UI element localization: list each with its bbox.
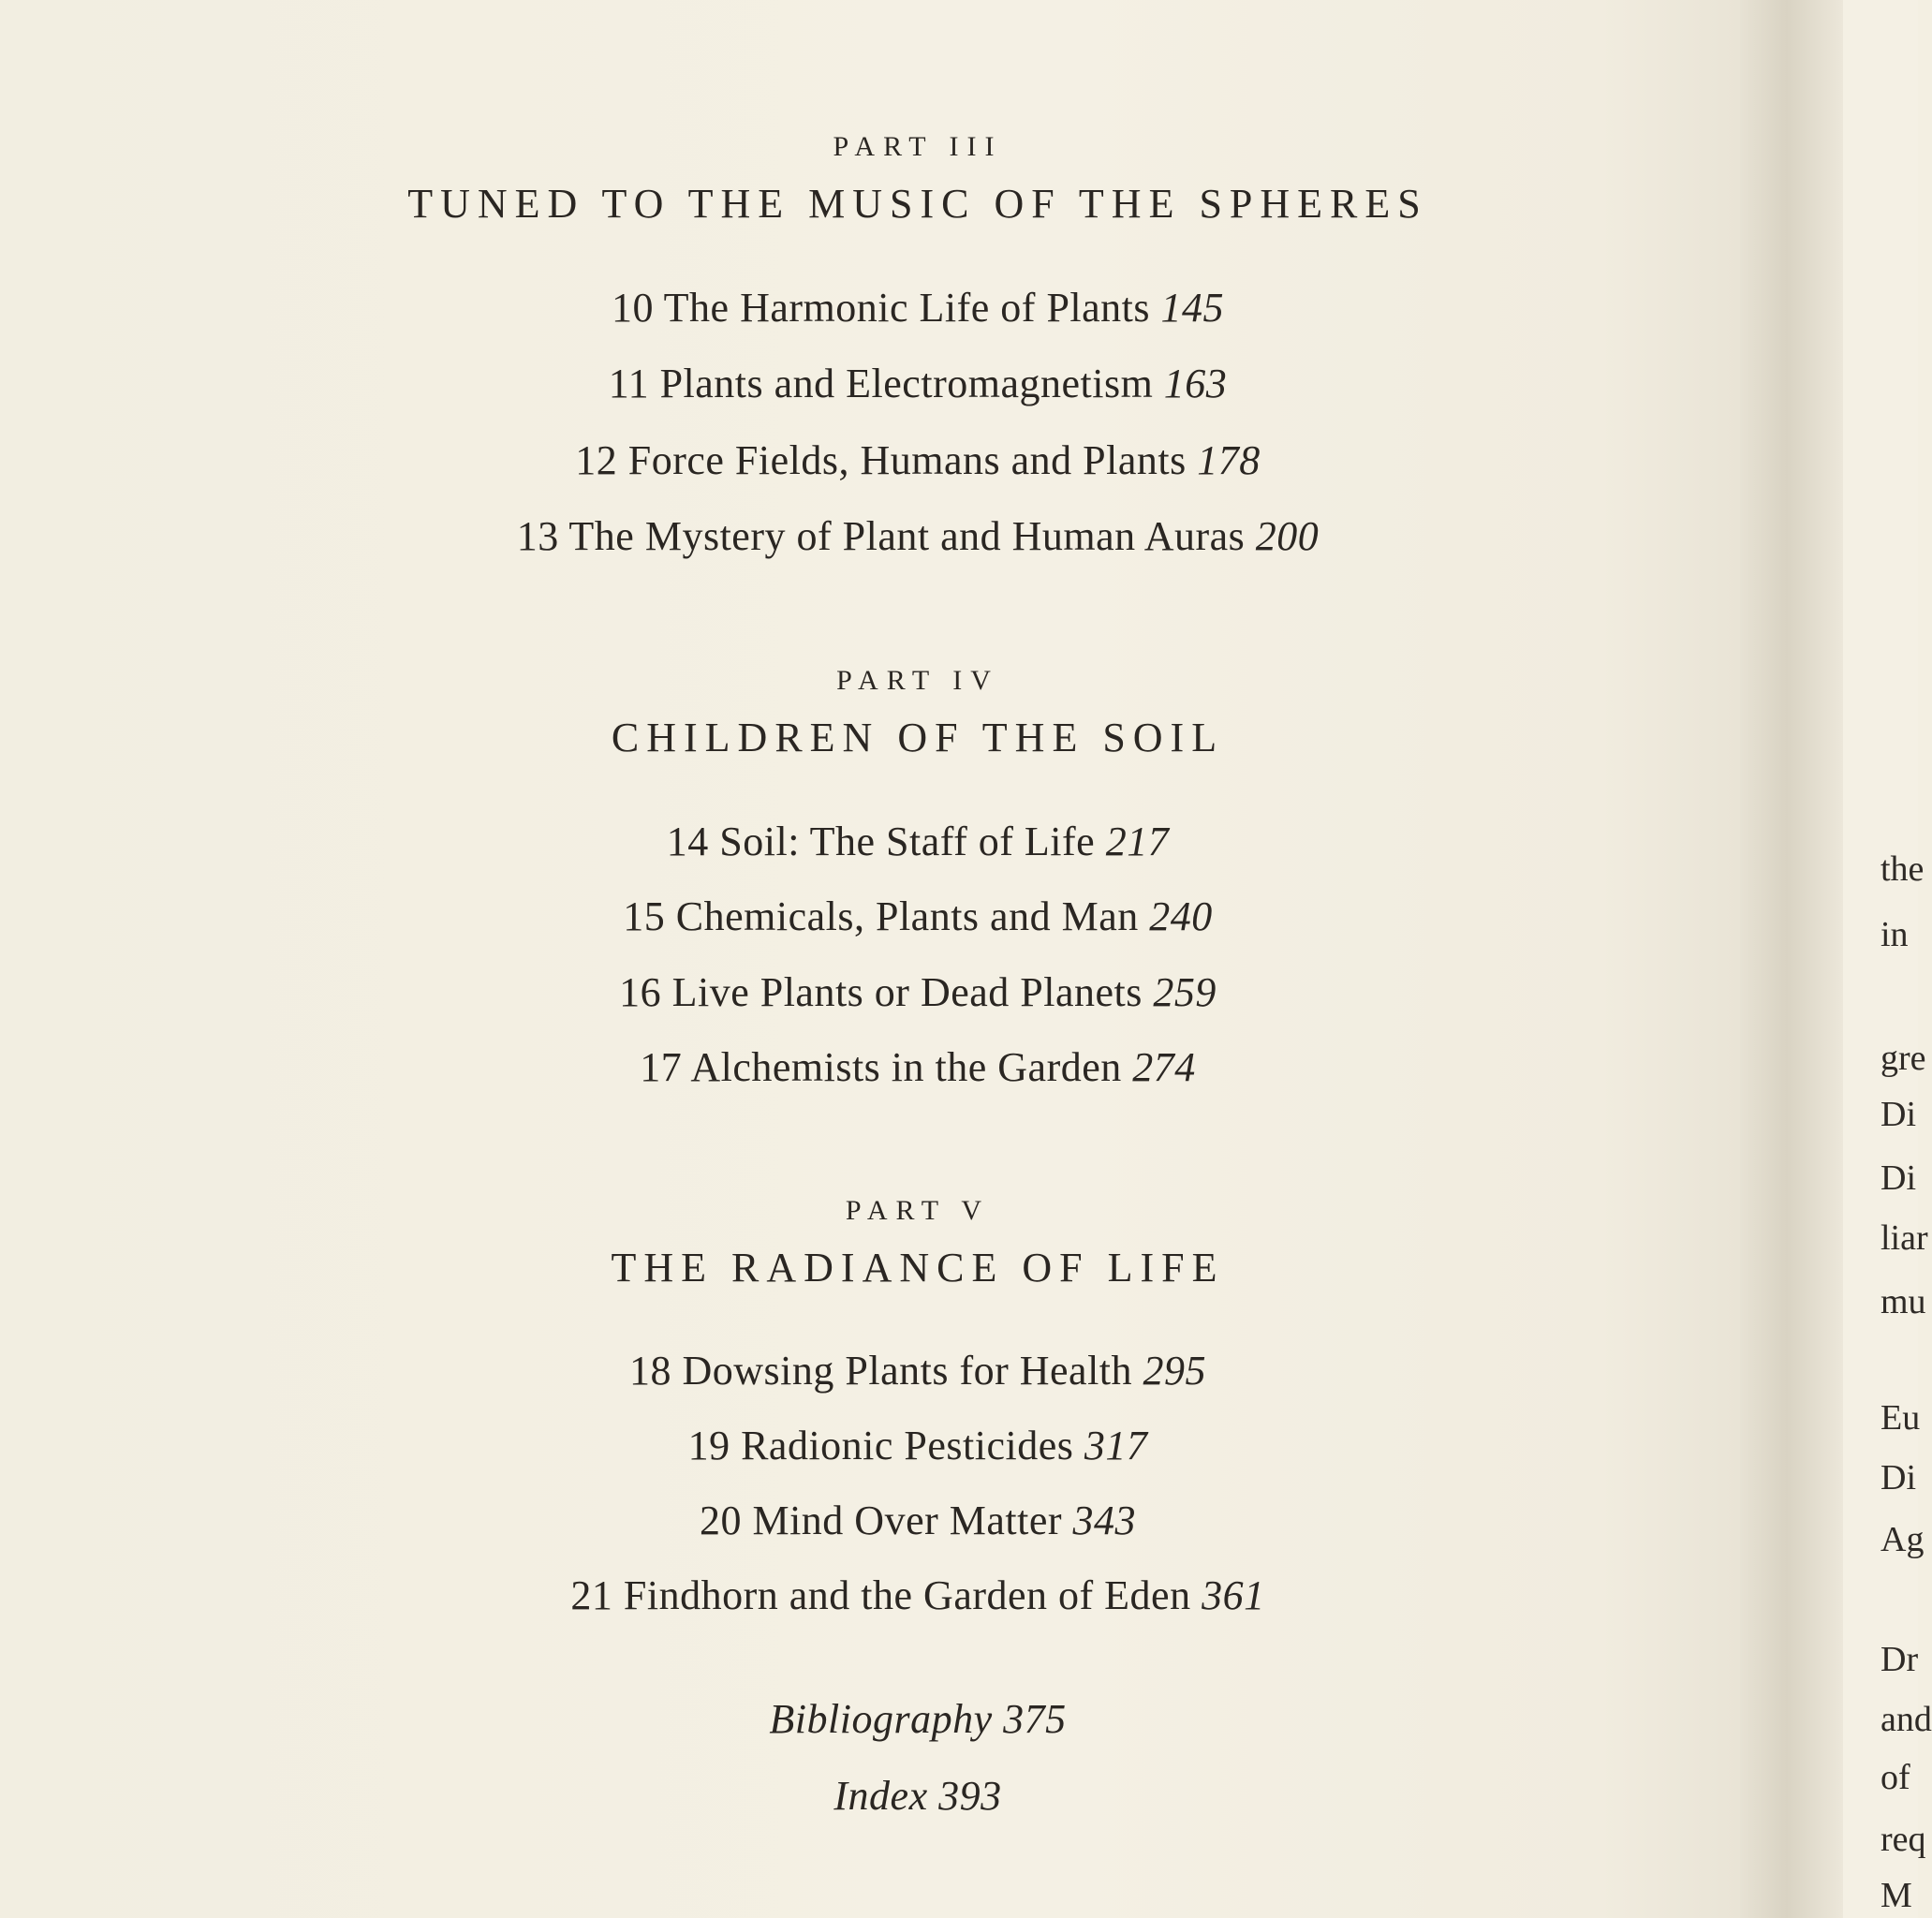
- chapter-number: 20: [699, 1498, 742, 1543]
- toc-entry: [0, 893, 1836, 940]
- chapter-title: Plants and Electromagnetism: [659, 361, 1154, 406]
- chapter-number: 19: [687, 1423, 730, 1468]
- facing-page-word: Eu: [1880, 1398, 1921, 1438]
- toc-entry: [0, 1347, 1836, 1394]
- part-label: PART III: [833, 131, 1003, 162]
- toc-entry: [0, 512, 1836, 560]
- chapter-title: The Mystery of Plant and Human Auras: [568, 513, 1246, 559]
- page-number: 295: [1143, 1348, 1207, 1394]
- part-title: CHILDREN OF THE SOIL: [611, 715, 1225, 760]
- page-number: 361: [1202, 1572, 1265, 1618]
- back-matter-title: Index: [833, 1773, 928, 1819]
- facing-page-word: Di: [1880, 1158, 1916, 1198]
- chapter-title: Chemicals, Plants and Man: [675, 893, 1139, 939]
- chapter-number: 10: [611, 285, 654, 331]
- toc-entry: [0, 1497, 1836, 1544]
- page-number: 217: [1105, 819, 1170, 864]
- chapter-title: Findhorn and the Garden of Eden: [623, 1572, 1191, 1618]
- chapter-number: 18: [628, 1348, 671, 1394]
- toc-entry: [0, 436, 1836, 484]
- facing-page-word: mu: [1880, 1282, 1926, 1321]
- page-number: 163: [1163, 361, 1228, 406]
- chapter-title: Soil: The Staff of Life: [719, 819, 1096, 864]
- toc-entry: [0, 1571, 1836, 1619]
- facing-page-word: liar: [1880, 1218, 1928, 1258]
- chapter-title: Dowsing Plants for Health: [682, 1348, 1133, 1394]
- toc-entry: [0, 1043, 1836, 1091]
- facing-page-word: M: [1880, 1876, 1912, 1915]
- toc-entry-index: [0, 1772, 1836, 1820]
- chapter-title: Radionic Pesticides: [741, 1423, 1074, 1468]
- facing-page-word: of: [1880, 1758, 1910, 1797]
- page-number: 393: [938, 1773, 1002, 1819]
- chapter-number: 17: [640, 1044, 683, 1090]
- facing-page: [1843, 0, 1932, 1918]
- chapter-number: 13: [516, 513, 559, 559]
- part-label: PART IV: [836, 665, 999, 696]
- page-number: 200: [1255, 513, 1320, 559]
- page-number: 240: [1149, 893, 1213, 939]
- chapter-number: 15: [623, 893, 666, 939]
- page-number: 317: [1084, 1423, 1148, 1468]
- facing-page-word: gre: [1880, 1039, 1926, 1078]
- chapter-number: 12: [575, 437, 618, 483]
- facing-page-word: the: [1880, 849, 1925, 889]
- back-matter-title: Bibliography: [769, 1696, 993, 1742]
- toc-entry: [0, 968, 1836, 1016]
- chapter-number: 21: [570, 1572, 613, 1618]
- facing-page-word: Ag: [1880, 1520, 1925, 1559]
- chapter-title: Force Fields, Humans and Plants: [627, 437, 1187, 483]
- part-title: THE RADIANCE OF LIFE: [611, 1245, 1225, 1291]
- chapter-number: 16: [619, 969, 662, 1015]
- facing-page-word: Di: [1880, 1458, 1916, 1498]
- toc-entry: [0, 360, 1836, 407]
- facing-page-word: Di: [1880, 1095, 1916, 1134]
- page-number: 145: [1160, 285, 1225, 331]
- toc-entry-bibliography: [0, 1695, 1836, 1743]
- part-title: TUNED TO THE MUSIC OF THE SPHERES: [407, 181, 1428, 227]
- toc-entry: [0, 284, 1836, 332]
- page-number: 343: [1072, 1498, 1137, 1543]
- toc-entry: [0, 818, 1836, 865]
- chapter-number: 11: [608, 361, 650, 406]
- page-number: 375: [1003, 1696, 1067, 1742]
- chapter-title: Live Plants or Dead Planets: [671, 969, 1143, 1015]
- toc-entry: [0, 1422, 1836, 1469]
- chapter-title: Mind Over Matter: [752, 1498, 1063, 1543]
- facing-page-word: req: [1880, 1820, 1926, 1859]
- part-label: PART V: [845, 1195, 991, 1226]
- page-number: 274: [1132, 1044, 1196, 1090]
- chapter-number: 14: [666, 819, 709, 864]
- page-number: 259: [1153, 969, 1217, 1015]
- chapter-title: The Harmonic Life of Plants: [663, 285, 1151, 331]
- facing-page-word: and: [1880, 1700, 1932, 1739]
- facing-page-word: Dr: [1880, 1640, 1919, 1679]
- chapter-title: Alchemists in the Garden: [690, 1044, 1122, 1090]
- facing-page-word: in: [1880, 915, 1909, 954]
- page-number: 178: [1197, 437, 1261, 483]
